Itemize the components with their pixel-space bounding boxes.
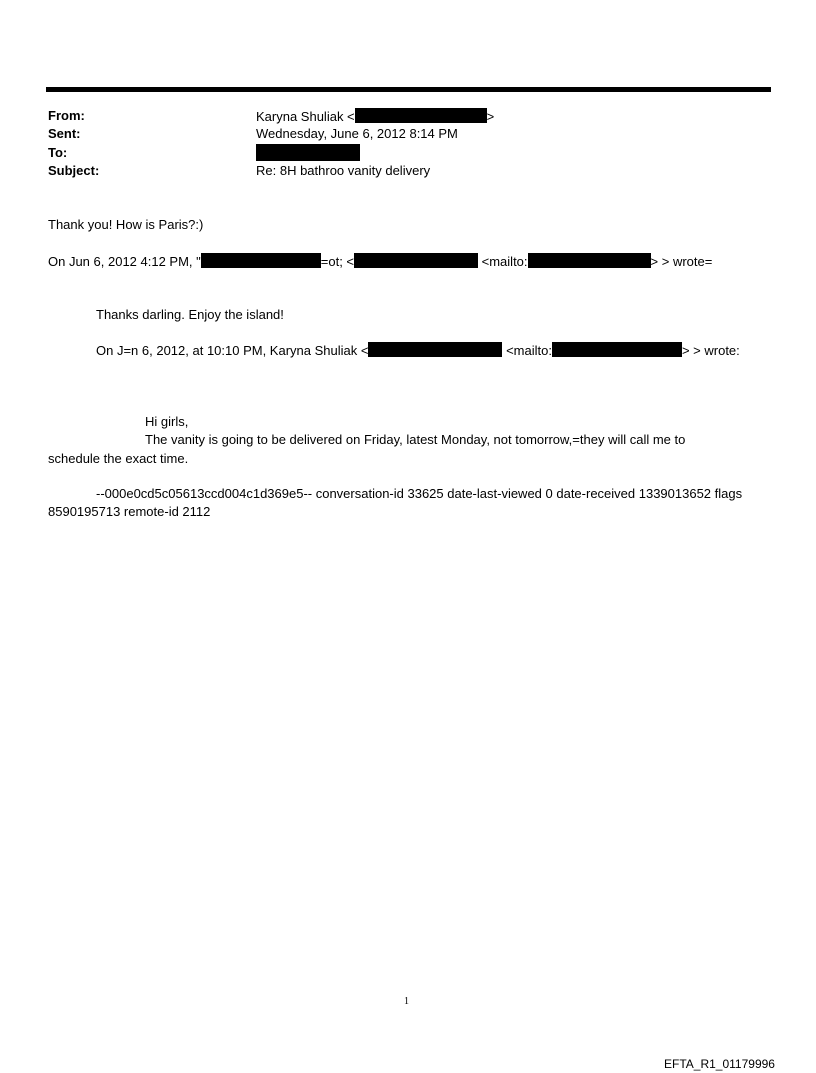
quote1-mid: =ot; < — [320, 254, 355, 269]
quote1-end: > > wrote= — [650, 254, 713, 269]
quote2-start: On J=n 6, 2012, at 10:10 PM, Karyna Shuliak < — [96, 343, 369, 358]
to-label: To: — [48, 145, 68, 160]
subject-value: Re: 8H bathroo vanity delivery — [256, 163, 431, 178]
redaction-box — [354, 253, 478, 268]
metadata-line-1: --000e0cd5c05613ccd004c1d369e5-- conversation-id 33625 date-last-viewed 0 date-received 1339013652 flags — [96, 486, 743, 501]
quote1-start: On Jun 6, 2012 4:12 PM, " — [48, 254, 201, 269]
reply-thanks: Thanks darling. Enjoy the island! — [96, 307, 284, 322]
page-number: 1 — [404, 996, 409, 1007]
redaction-box — [256, 144, 360, 161]
to-value — [256, 144, 360, 163]
sent-label: Sent: — [48, 126, 81, 141]
header-rule — [46, 87, 771, 92]
redaction-box — [528, 253, 651, 268]
from-close: > — [486, 109, 495, 124]
greeting: Hi girls, — [145, 414, 189, 429]
subject-label: Subject: — [48, 163, 100, 178]
body-line-thanks: Thank you! How is Paris?:) — [48, 217, 204, 232]
from-value — [256, 108, 494, 125]
quote-line-2 — [96, 342, 740, 359]
document-id: EFTA_R1_01179996 — [664, 1057, 775, 1071]
vanity-line-1: The vanity is going to be delivered on Friday, latest Monday, not tomorrow,=they will call me to — [145, 432, 686, 447]
from-name: Karyna Shuliak < — [256, 109, 355, 124]
from-label: From: — [48, 108, 85, 123]
sent-value: Wednesday, June 6, 2012 8:14 PM — [256, 126, 458, 141]
quote-line-1 — [48, 253, 712, 270]
vanity-line-2: schedule the exact time. — [48, 451, 189, 466]
quote2-end: > > wrote: — [681, 343, 740, 358]
redaction-box — [368, 342, 502, 357]
redaction-box — [355, 108, 487, 123]
metadata-line-2: 8590195713 remote-id 2112 — [48, 504, 211, 519]
redaction-box — [552, 342, 682, 357]
quote2-mailto: <mailto: — [506, 343, 552, 358]
quote1-mailto: <mailto: — [481, 254, 528, 269]
redaction-box — [201, 253, 321, 268]
